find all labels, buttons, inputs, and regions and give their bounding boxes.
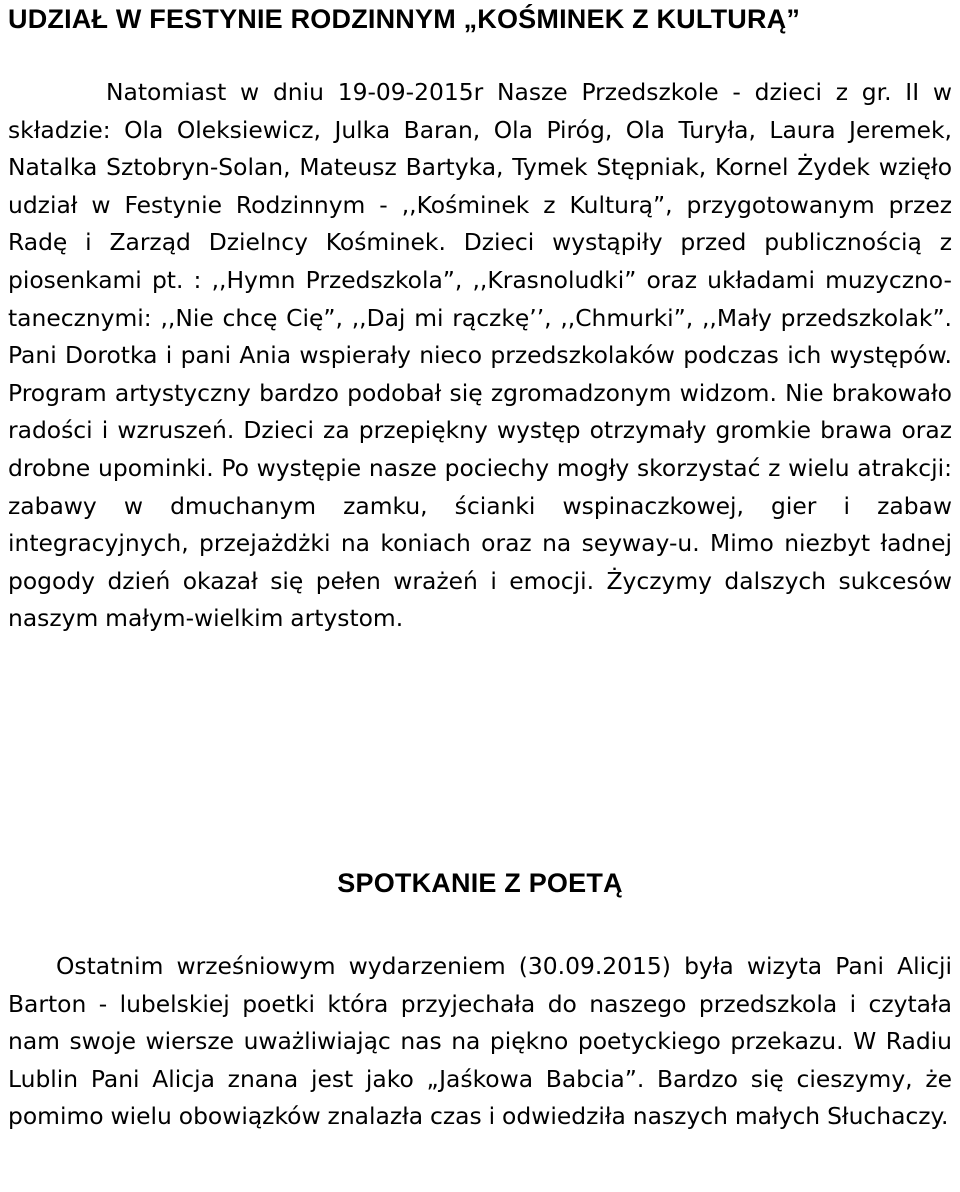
section-heading-poeta: SPOTKANIE Z POETĄ [337,868,623,898]
paragraph-festyn: Natomiast w dniu 19-09-2015r Nasze Przedszkole - dzieci z gr. II w składzie: Ola Oleksiewicz, Julka Baran, Ola Piróg, Ola Turyła, Laura Jeremek, Natalka Sztobryn-Solan, Mateusz Bartyka, Tymek Stępniak, Kornel Żydek wzięło udział w Festynie Rodzinnym - ,,Kośminek z Kulturą”, przygotowanym przez Radę i Zarząd Dzielncy Kośminek. Dzieci wystąpiły przed publicznością z piosenkami pt. : ,,Hymn Przedszkola”, ,,Krasnoludki” oraz układami muzyczno-tanecznymi: ,,Nie chcę Cię”, ,,Daj mi rączkę’’, ,,Chmurki”, ,,Mały przedszkolak”. Pani Dorotka i pani Ania wspierały nieco przedszkolaków podczas ich występów. Program artystyczny bardzo podobał się zgromadzonym widzom. Nie brakowało radości i wzruszeń. Dzieci za przepiękny występ otrzymały gromkie brawa oraz drobne upominki. Po występie nasze pociechy mogły skorzystać z wielu atrakcji: zabawy w dmuchanym zamku, ścianki wspinaczkowej, gier i zabaw integracyjnych, przejażdżki na koniach oraz na seyway-u. Mimo niezbyt ładnej pogody dzień okazał się pełen wrażeń i emocji. Życzymy dalszych sukcesów naszym małym-wielkim artystom. [8,78,952,633]
paragraph-poeta: Ostatnim wrześniowym wydarzeniem (30.09.2015) była wizyta Pani Alicji Barton - lubelskiej poetki która przyjechała do naszego przedszkola i czytała nam swoje wiersze uważliwiając nas na piękno poetyckiego przekazu. W Radiu Lublin Pani Alicja znana jest jako „Jaśkowa Babcia”. Bardzo się cieszymy, że pomimo wielu obowiązków znalazła czas i odwiedziła naszych małych Słuchaczy. [8,952,952,1131]
section-heading-festyn: UDZIAŁ W FESTYNIE RODZINNYM „KOŚMINEK Z KULTURĄ” [8,4,801,34]
